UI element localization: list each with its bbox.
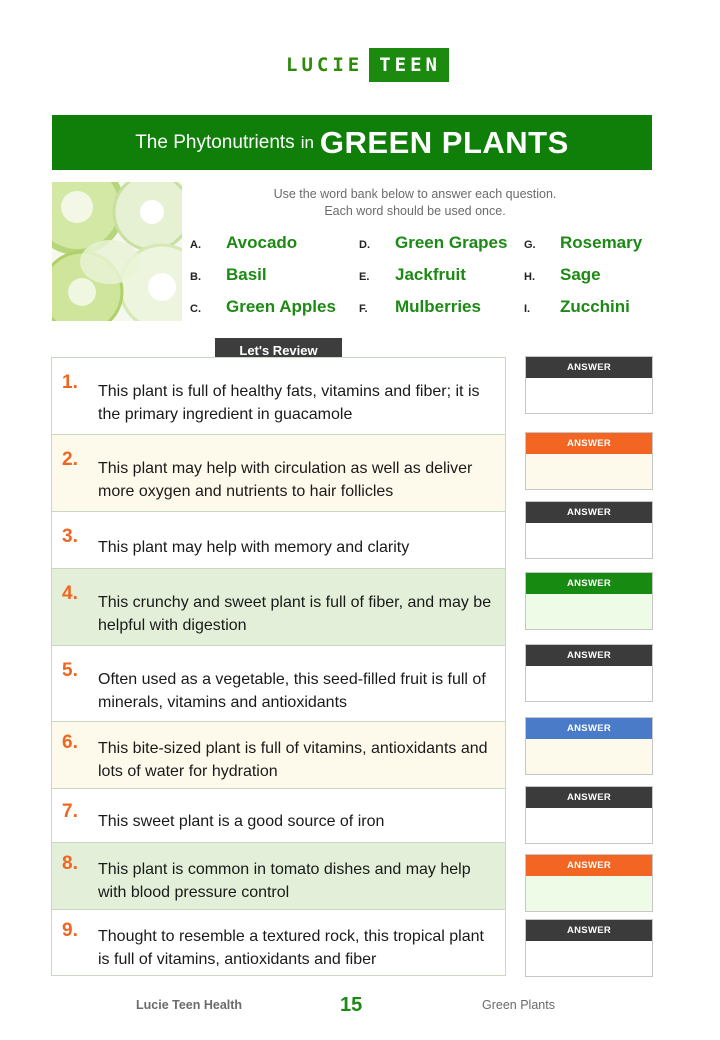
answer-field[interactable]: [526, 739, 652, 774]
instructions-line-1: Use the word bank below to answer each question.: [273, 187, 557, 201]
answer-label: ANSWER: [526, 920, 652, 941]
answer-label: ANSWER: [526, 855, 652, 876]
answer-label: ANSWER: [526, 718, 652, 739]
question-text: Thought to resemble a textured rock, this tropical plant is full of vitamins, antioxidants and fiber: [98, 927, 484, 968]
word-bank-item-g: [524, 233, 642, 253]
question-number: 3.: [62, 526, 78, 547]
word-bank-letter: H.: [524, 271, 535, 283]
word-bank-word: Mulberries: [395, 297, 481, 316]
question-text: This plant may help with circulation as well as deliver more oxygen and nutrients to hair follicles: [98, 460, 473, 500]
answer-label: ANSWER: [526, 573, 652, 594]
word-bank-letter: E.: [359, 271, 370, 283]
answer-box-6[interactable]: [525, 717, 653, 775]
word-bank-item-i: [524, 297, 630, 317]
question-row-7: [52, 788, 505, 842]
word-bank-item-e: [359, 265, 466, 285]
question-row-3: [52, 511, 505, 568]
word-bank-letter: A.: [190, 239, 201, 251]
question-number: 1.: [62, 372, 78, 393]
answer-box-8[interactable]: [525, 854, 653, 912]
question-row-1: [52, 358, 505, 434]
word-bank-word: Zucchini: [560, 297, 630, 316]
word-bank-letter: F.: [359, 303, 368, 315]
word-bank-word: Green Grapes: [395, 233, 508, 252]
word-bank-item-c: [190, 297, 336, 317]
question-number: 5.: [62, 660, 78, 681]
word-bank-word: Basil: [226, 265, 267, 284]
question-text: This crunchy and sweet plant is full of fiber, and may be helpful with digestion: [98, 594, 492, 634]
word-bank-letter: B.: [190, 271, 201, 283]
answer-box-1[interactable]: [525, 356, 653, 414]
kiwi-photo: [52, 182, 182, 321]
question-row-9: [52, 909, 505, 975]
title-banner: [52, 115, 652, 170]
answer-field[interactable]: [526, 454, 652, 489]
brand-logo: [286, 48, 449, 82]
word-bank-item-d: [359, 233, 507, 253]
answer-box-3[interactable]: [525, 501, 653, 559]
word-bank-word: Rosemary: [560, 233, 643, 252]
answer-box-2[interactable]: [525, 432, 653, 490]
word-bank-word: Sage: [560, 265, 601, 284]
question-row-5: [52, 645, 505, 721]
word-bank-letter: G.: [524, 239, 536, 251]
answer-label: ANSWER: [526, 502, 652, 523]
question-text: This bite-sized plant is full of vitamins, antioxidants and lots of water for hydration: [98, 740, 488, 780]
answer-box-9[interactable]: [525, 919, 653, 977]
question-text: This plant may help with memory and clarity: [98, 538, 410, 556]
answer-field[interactable]: [526, 594, 652, 629]
word-bank-letter: I.: [524, 303, 531, 315]
footer-section: Green Plants: [482, 998, 555, 1012]
word-bank-letter: C.: [190, 303, 201, 315]
question-number: 8.: [62, 853, 78, 874]
question-number: 4.: [62, 583, 78, 604]
word-bank-item-b: [190, 265, 267, 285]
question-number: 9.: [62, 920, 78, 941]
answer-field[interactable]: [526, 876, 652, 911]
page-title: GREEN PLANTS: [319, 124, 569, 160]
instructions: [190, 186, 640, 220]
answer-label: ANSWER: [526, 645, 652, 666]
answer-field[interactable]: [526, 523, 652, 558]
kiwi-slices-image: [52, 182, 182, 321]
question-row-6: [52, 721, 505, 788]
footer-publication: Lucie Teen Health: [136, 998, 243, 1012]
title-mid: in: [300, 132, 314, 152]
word-bank-word: Green Apples: [226, 297, 336, 316]
brand-logo-right: TEEN: [369, 48, 449, 82]
answer-field[interactable]: [526, 941, 652, 976]
question-row-2: [52, 434, 505, 511]
answer-field[interactable]: [526, 378, 652, 413]
questions-table: [51, 357, 506, 976]
answer-field[interactable]: [526, 666, 652, 701]
word-bank-item-a: [190, 233, 297, 253]
answer-box-7[interactable]: [525, 786, 653, 844]
word-bank-word: Jackfruit: [395, 265, 466, 284]
answer-box-4[interactable]: [525, 572, 653, 630]
question-text: This plant is common in tomato dishes and may help with blood pressure control: [98, 861, 471, 901]
question-number: 6.: [62, 732, 78, 753]
question-row-8: [52, 842, 505, 909]
question-text: This sweet plant is a good source of iron: [98, 813, 385, 830]
question-number: 7.: [62, 801, 78, 822]
brand-logo-left: LUCIE: [286, 54, 364, 76]
question-row-4: [52, 568, 505, 645]
question-text: Often used as a vegetable, this seed-filled fruit is full of minerals, vitamins and antioxidants: [98, 670, 486, 711]
word-bank-item-f: [359, 297, 481, 317]
page-footer: [0, 994, 720, 1018]
answer-label: ANSWER: [526, 433, 652, 454]
question-text: This plant is full of healthy fats, vitamins and fiber; it is the primary ingredient in guacamole: [98, 383, 480, 423]
instructions-line-2: Each word should be used once.: [324, 204, 506, 218]
answer-label: ANSWER: [526, 357, 652, 378]
answer-field[interactable]: [526, 808, 652, 843]
word-bank-word: Avocado: [226, 233, 298, 252]
review-label: Let's Review: [215, 338, 342, 364]
page-number: 15: [340, 994, 363, 1016]
answer-box-5[interactable]: [525, 644, 653, 702]
word-bank-letter: D.: [359, 239, 370, 251]
title-pre: The Phytonutrients: [135, 131, 295, 153]
word-bank-item-h: [524, 265, 601, 285]
question-number: 2.: [62, 449, 78, 470]
answer-label: ANSWER: [526, 787, 652, 808]
